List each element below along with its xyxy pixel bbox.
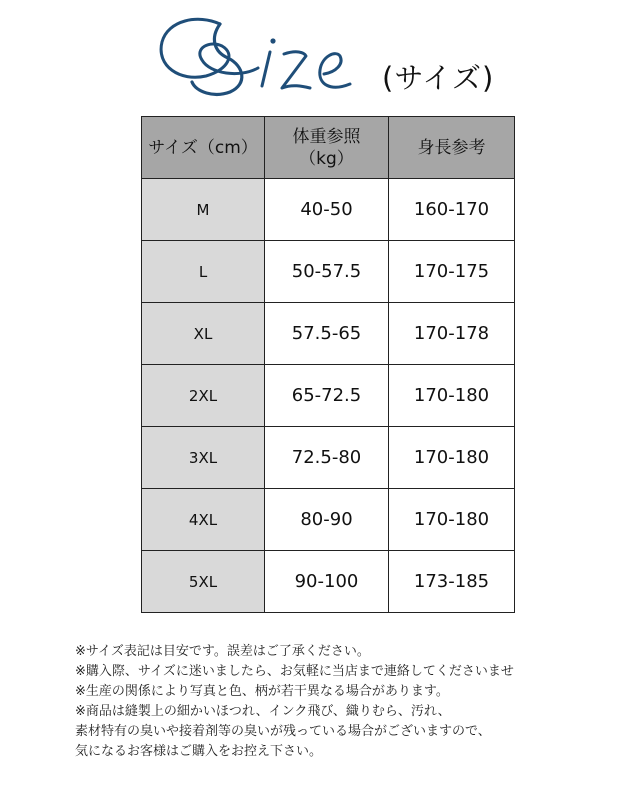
height-cell: 173-185: [389, 551, 515, 613]
height-cell: 170-180: [389, 489, 515, 551]
note-line: ※商品は縫製上の細かいほつれ、インク飛び、織りむら、汚れ、: [75, 704, 451, 719]
weight-cell: 80-90: [265, 489, 389, 551]
header-weight: [265, 117, 389, 179]
title-paren-label: (サイズ): [382, 61, 495, 95]
weight-cell: 65-72.5: [265, 365, 389, 427]
table-row: [142, 179, 515, 241]
height-cell: 170-180: [389, 365, 515, 427]
table-row: [142, 365, 515, 427]
size-chart-table: [141, 116, 515, 613]
size-cell: 5XL: [142, 551, 265, 613]
height-cell: 160-170: [389, 179, 515, 241]
header-weight-line: （kg）: [299, 148, 354, 169]
height-cell: 170-175: [389, 241, 515, 303]
table-row: [142, 427, 515, 489]
size-cell: 4XL: [142, 489, 265, 551]
height-cell: 170-178: [389, 303, 515, 365]
size-cell: L: [142, 241, 265, 303]
note-line: ※サイズ表記は目安です。誤差はご了承ください。: [75, 644, 370, 659]
header-size: サイズ（cm）: [142, 117, 265, 179]
weight-cell: 50-57.5: [265, 241, 389, 303]
size-cell: XL: [142, 303, 265, 365]
note-line: ※購入際、サイズに迷いましたら、お気軽に当店まで連絡してくださいませ: [75, 664, 514, 679]
table-row: [142, 489, 515, 551]
size-cell: 2XL: [142, 365, 265, 427]
table-header-row: [142, 117, 515, 179]
height-cell: 170-180: [389, 427, 515, 489]
weight-cell: 72.5-80: [265, 427, 389, 489]
header-height: 身長参考: [389, 117, 515, 179]
size-cell: 3XL: [142, 427, 265, 489]
weight-cell: 90-100: [265, 551, 389, 613]
header-weight-line: 体重参照: [292, 126, 361, 147]
page-title: [150, 8, 510, 100]
weight-cell: 40-50: [265, 179, 389, 241]
weight-cell: 57.5-65: [265, 303, 389, 365]
size-script-logo: [150, 8, 385, 100]
note-line: 素材特有の臭いや接着剤等の臭いが残っている場合がございますので、: [75, 724, 491, 739]
size-cell: M: [142, 179, 265, 241]
notes-section: [75, 642, 635, 762]
note-line: 気になるお客様はご購入をお控え下さい。: [75, 744, 323, 759]
table-row: [142, 241, 515, 303]
table-row: [142, 303, 515, 365]
table-row: [142, 551, 515, 613]
note-line: ※生産の関係により写真と色、柄が若干異なる場合があります。: [75, 684, 449, 699]
